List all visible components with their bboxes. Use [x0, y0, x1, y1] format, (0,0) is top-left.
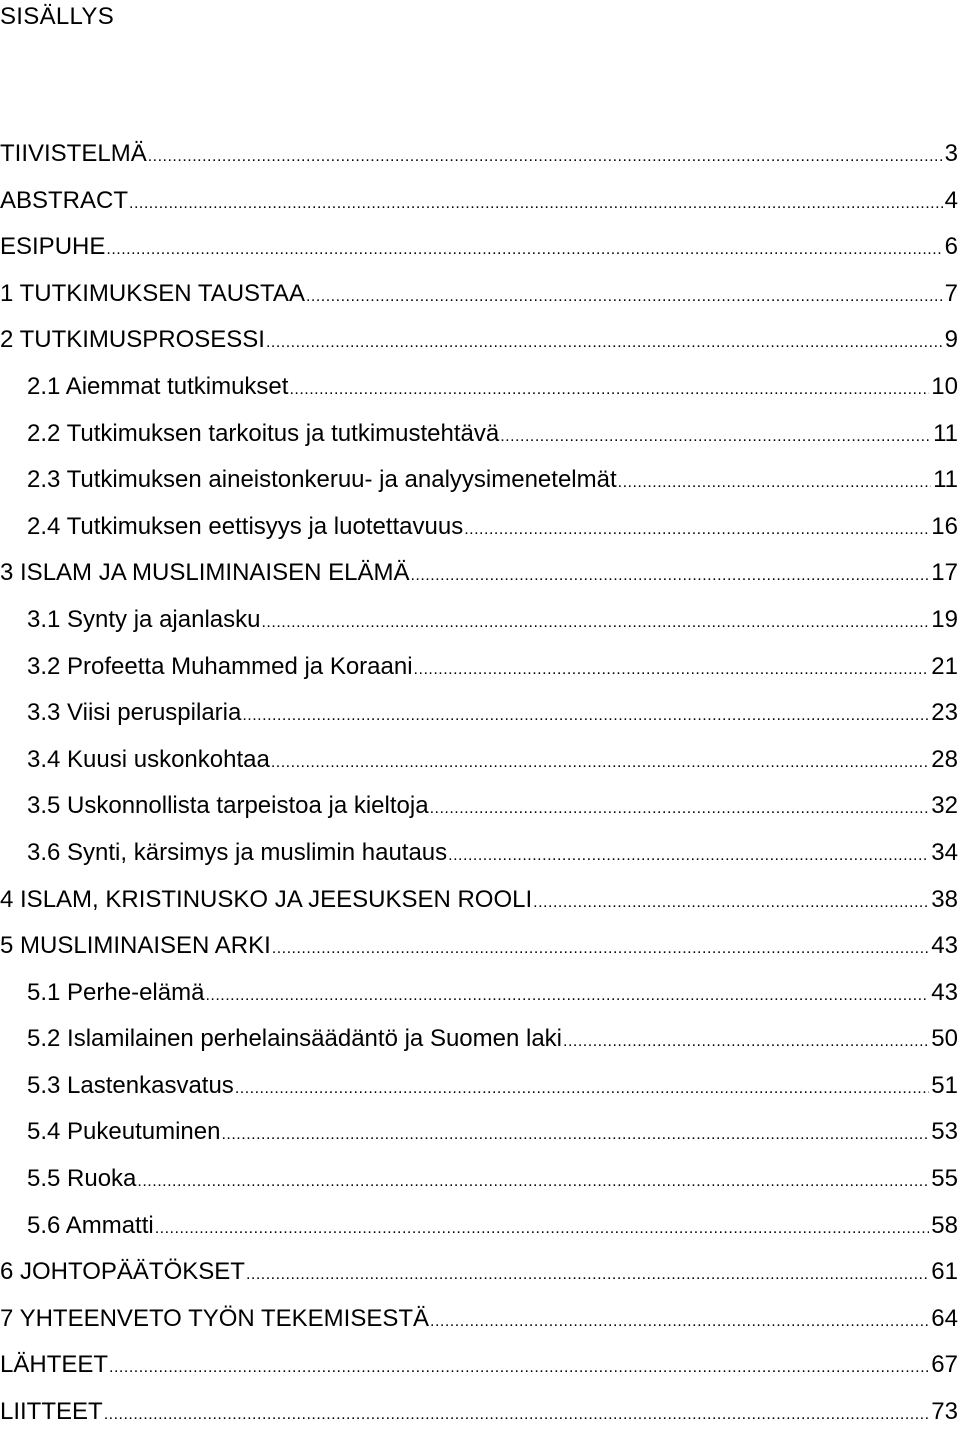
toc-entry-label: 1 TUTKIMUKSEN TAUSTAA: [0, 279, 305, 307]
toc-entry-label: 3.6 Synti, kärsimys ja muslimin hautaus: [27, 838, 448, 866]
table-of-contents: [0, 131, 958, 1436]
toc-entry-page-number: 32: [931, 792, 958, 820]
toc-entry[interactable]: [0, 644, 958, 691]
dot-leader: [272, 926, 930, 973]
toc-entry-page-number: 67: [931, 1351, 958, 1379]
toc-entry[interactable]: [0, 504, 958, 551]
toc-entry-label: 5.1 Perhe-elämä: [27, 978, 205, 1006]
dot-leader: [137, 1159, 929, 1206]
toc-entry-page-number: 7: [944, 279, 958, 307]
dot-leader: [261, 600, 929, 647]
toc-entry-page-number: 16: [931, 512, 958, 540]
toc-entry[interactable]: [0, 178, 958, 225]
toc-entry-label: 6 JOHTOPÄÄTÖKSET: [0, 1258, 245, 1286]
toc-entry-page-number: 6: [944, 233, 958, 261]
dot-leader: [500, 414, 931, 461]
toc-entry[interactable]: [0, 317, 958, 364]
toc-entry[interactable]: [0, 271, 958, 318]
toc-entry[interactable]: [0, 1109, 958, 1156]
toc-entry[interactable]: [0, 597, 958, 644]
toc-entry-page-number: 50: [931, 1025, 958, 1053]
dot-leader: [448, 833, 929, 880]
toc-entry-page-number: 23: [931, 699, 958, 727]
toc-entry-label: 7 YHTEENVETO TYÖN TEKEMISESTÄ: [0, 1304, 430, 1332]
dot-leader: [148, 134, 943, 181]
toc-entry-page-number: 73: [931, 1398, 958, 1426]
toc-entry-page-number: 43: [931, 932, 958, 960]
dot-leader: [430, 786, 930, 833]
dot-leader: [221, 1112, 929, 1159]
toc-entry-page-number: 11: [933, 419, 958, 447]
toc-entry[interactable]: [0, 131, 958, 178]
dot-leader: [430, 1299, 929, 1346]
toc-entry-page-number: 21: [931, 652, 958, 680]
toc-entry-label: TIIVISTELMÄ: [0, 140, 147, 167]
toc-entry-label: 3.5 Uskonnollista tarpeistoa ja kieltoja: [27, 792, 429, 820]
dot-leader: [271, 740, 929, 787]
toc-entry[interactable]: [0, 1156, 958, 1203]
toc-entry[interactable]: [0, 457, 958, 504]
toc-entry-page-number: 4: [944, 186, 958, 214]
toc-entry-label: 3.3 Viisi peruspilaria: [27, 699, 242, 727]
toc-entry[interactable]: [0, 1063, 958, 1110]
toc-entry-page-number: 43: [931, 978, 958, 1006]
toc-entry-page-number: 9: [944, 326, 958, 354]
toc-entry[interactable]: [0, 1249, 958, 1296]
toc-entry-label: ABSTRACT: [0, 186, 129, 214]
dot-leader: [242, 693, 929, 740]
dot-leader: [563, 1019, 929, 1066]
dot-leader: [618, 460, 931, 507]
dot-leader: [235, 1066, 929, 1113]
toc-entry-label: 2.4 Tutkimuksen eettisyys ja luotettavuus: [27, 512, 464, 540]
toc-entry-label: 2.1 Aiemmat tutkimukset: [27, 372, 289, 400]
dot-leader: [205, 973, 929, 1020]
toc-entry[interactable]: [0, 877, 958, 924]
toc-entry-label: 5.4 Pukeutuminen: [27, 1118, 221, 1146]
toc-entry-label: 5.6 Ammatti: [27, 1211, 154, 1239]
toc-entry-label: 4 ISLAM, KRISTINUSKO JA JEESUKSEN ROOLI: [0, 885, 533, 913]
dot-leader: [289, 367, 929, 414]
toc-entry-page-number: 3: [944, 140, 958, 167]
toc-entry-label: 2.2 Tutkimuksen tarkoitus ja tutkimustehtävä: [27, 419, 500, 447]
toc-entry-label: 2 TUTKIMUSPROSESSI: [0, 326, 265, 354]
toc-entry[interactable]: [0, 783, 958, 830]
page-title: SISÄLLYS: [0, 3, 115, 30]
dot-leader: [155, 1206, 930, 1253]
dot-leader: [129, 181, 943, 228]
toc-entry-page-number: 11: [933, 466, 958, 494]
toc-entry[interactable]: [0, 411, 958, 458]
toc-entry-label: LÄHTEET: [0, 1351, 109, 1379]
toc-entry-label: ESIPUHE: [0, 233, 106, 261]
toc-entry[interactable]: [0, 1342, 958, 1389]
toc-entry[interactable]: [0, 690, 958, 737]
toc-entry-label: LIITTEET: [0, 1398, 103, 1426]
toc-entry-page-number: 10: [931, 372, 958, 400]
toc-entry[interactable]: [0, 364, 958, 411]
toc-entry-label: 5.5 Ruoka: [27, 1165, 137, 1193]
dot-leader: [414, 647, 930, 694]
toc-entry[interactable]: [0, 1203, 958, 1250]
toc-entry[interactable]: [0, 737, 958, 784]
toc-entry-page-number: 34: [931, 838, 958, 866]
dot-leader: [306, 274, 943, 321]
dot-leader: [104, 1392, 930, 1439]
dot-leader: [464, 507, 929, 554]
dot-leader: [410, 553, 929, 600]
toc-entry-label: 3.1 Synty ja ajanlasku: [27, 605, 261, 633]
toc-entry[interactable]: [0, 550, 958, 597]
toc-entry-page-number: 28: [931, 745, 958, 773]
toc-entry[interactable]: [0, 830, 958, 877]
toc-entry[interactable]: [0, 1016, 958, 1063]
toc-entry-page-number: 51: [931, 1071, 958, 1099]
toc-entry-page-number: 19: [931, 605, 958, 633]
toc-entry[interactable]: [0, 970, 958, 1017]
dot-leader: [246, 1252, 929, 1299]
toc-entry[interactable]: [0, 1389, 958, 1436]
toc-entry-label: 5 MUSLIMINAISEN ARKI: [0, 932, 271, 960]
toc-entry-label: 2.3 Tutkimuksen aineistonkeruu- ja analyysimenetelmät: [27, 466, 617, 494]
toc-entry-label: 5.3 Lastenkasvatus: [27, 1071, 234, 1099]
toc-entry-page-number: 64: [931, 1304, 958, 1332]
toc-entry[interactable]: [0, 1296, 958, 1343]
dot-leader: [266, 320, 943, 367]
toc-entry-page-number: 53: [931, 1118, 958, 1146]
dot-leader: [109, 1345, 929, 1392]
toc-entry-label: 3 ISLAM JA MUSLIMINAISEN ELÄMÄ: [0, 559, 410, 587]
toc-entry-page-number: 61: [931, 1258, 958, 1286]
toc-entry-page-number: 55: [931, 1165, 958, 1193]
toc-entry-page-number: 58: [931, 1211, 958, 1239]
dot-leader: [106, 227, 942, 274]
toc-entry-page-number: 38: [931, 885, 958, 913]
dot-leader: [533, 880, 929, 927]
toc-entry-label: 5.2 Islamilainen perhelainsäädäntö ja Suomen laki: [27, 1025, 563, 1053]
toc-entry-label: 3.2 Profeetta Muhammed ja Koraani: [27, 652, 413, 680]
toc-entry-label: 3.4 Kuusi uskonkohtaa: [27, 745, 270, 773]
toc-entry[interactable]: [0, 224, 958, 271]
toc-entry[interactable]: [0, 923, 958, 970]
toc-entry-page-number: 17: [931, 559, 958, 587]
